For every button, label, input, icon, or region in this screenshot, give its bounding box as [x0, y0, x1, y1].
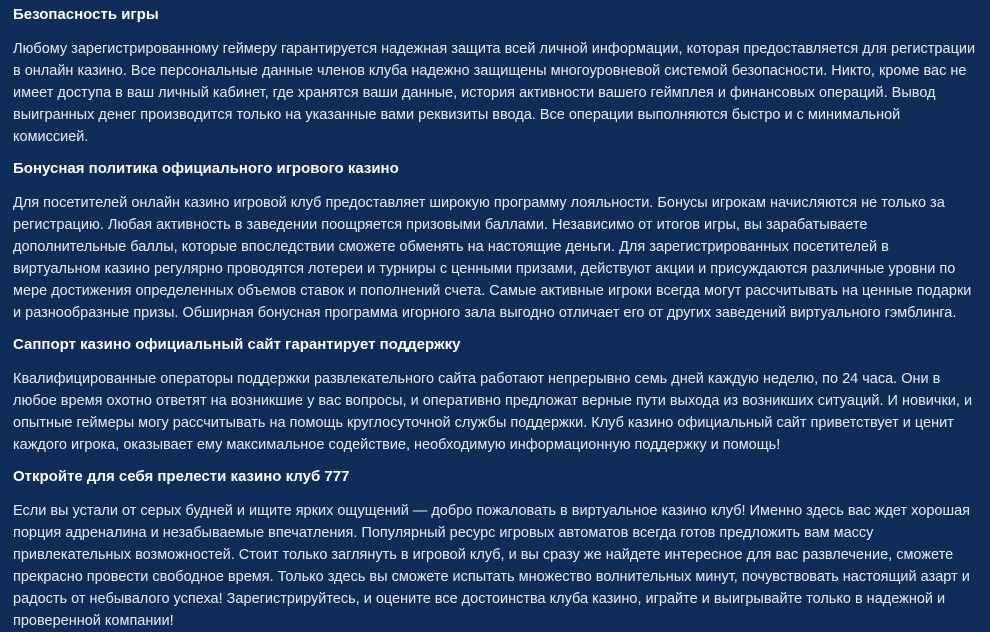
section-heading-club-777: Откройте для себя прелести казино клуб 777: [13, 468, 350, 485]
section-text-security: Любому зарегистрированному геймеру гарантируется надежная защита всей личной информации, которая предоставляется для регистрации в онлайн казино. Все персональные данные членов клуба надежно защищены многоуровневой системой безопасности. Никто, кроме вас не имеет доступа в ваш личный кабинет, где хранятся ваши данные, история активности вашего геймплея и финансовых операций. Вывод выигранных денег производится только на указанные вами реквизиты ввода. Все операции выполняются быстро и с минимальной комиссией.: [13, 41, 976, 145]
section-heading-security: Безопасность игры: [13, 6, 159, 23]
section-heading-support: Саппорт казино официальный сайт гарантирует поддержку: [13, 336, 461, 353]
section-text-club-777: Если вы устали от серых будней и ищите ярких ощущений — добро пожаловать в виртуальное казино клуб! Именно здесь вас ждет хорошая порция адреналина и незабываемые впечатления. Популярный ресурс игровых автоматов всегда готов предложить вам массу привлекательных возможностей. Стоит только заглянуть в игровой клуб, и вы сразу же найдете интересное для вас развлечение, сможете прекрасно провести свободное время. Только здесь вы сможете испытать множество волнительных минут, почувствовать настоящий азарт и радость от небывалого успеха! Зарегистрируйтесь, и оцените все достоинства клуба казино, играйте и выигрывайте только в надежной и проверенной компании!: [13, 503, 970, 629]
section-text-support: Квалифицированные операторы поддержки развлекательного сайта работают непрерывно семь дней каждую неделю, по 24 часа. Они в любое время охотно ответят на возникшие у вас вопросы, и оперативно предложат верные пути выхода из возникших ситуаций. И новички, и опытные геймеры могу рассчитывать на помощь круглосуточной службы поддержки. Клуб казино официальный сайт приветствует и ценит каждого игрока, оказывает ему максимальное содействие, необходимую информационную поддержку и помощь!: [13, 371, 973, 453]
section-heading-bonus-policy: Бонусная политика официального игрового казино: [13, 160, 399, 177]
section-text-bonus-policy: Для посетителей онлайн казино игровой клуб предоставляет широкую программу лояльности. Бонусы игрокам начисляются не только за регистрацию. Любая активность в заведении поощряется призовыми баллами. Независимо от итогов игры, вы зарабатываете дополнительные баллы, которые впоследствии сможете обменять на настоящие деньги. Для зарегистрированных посетителей в виртуальном казино регулярно проводятся лотереи и турниры с ценными призами, действуют акции и присуждаются различные уровни по мере достижения определенных объемов ставок и пополнений счета. Самые активные игроки всегда могут рассчитывать на ценные подарки и разнообразные призы. Обширная бонусная программа игорного зала выгодно отличает его от других заведений виртуального гэмблинга.: [13, 195, 972, 321]
